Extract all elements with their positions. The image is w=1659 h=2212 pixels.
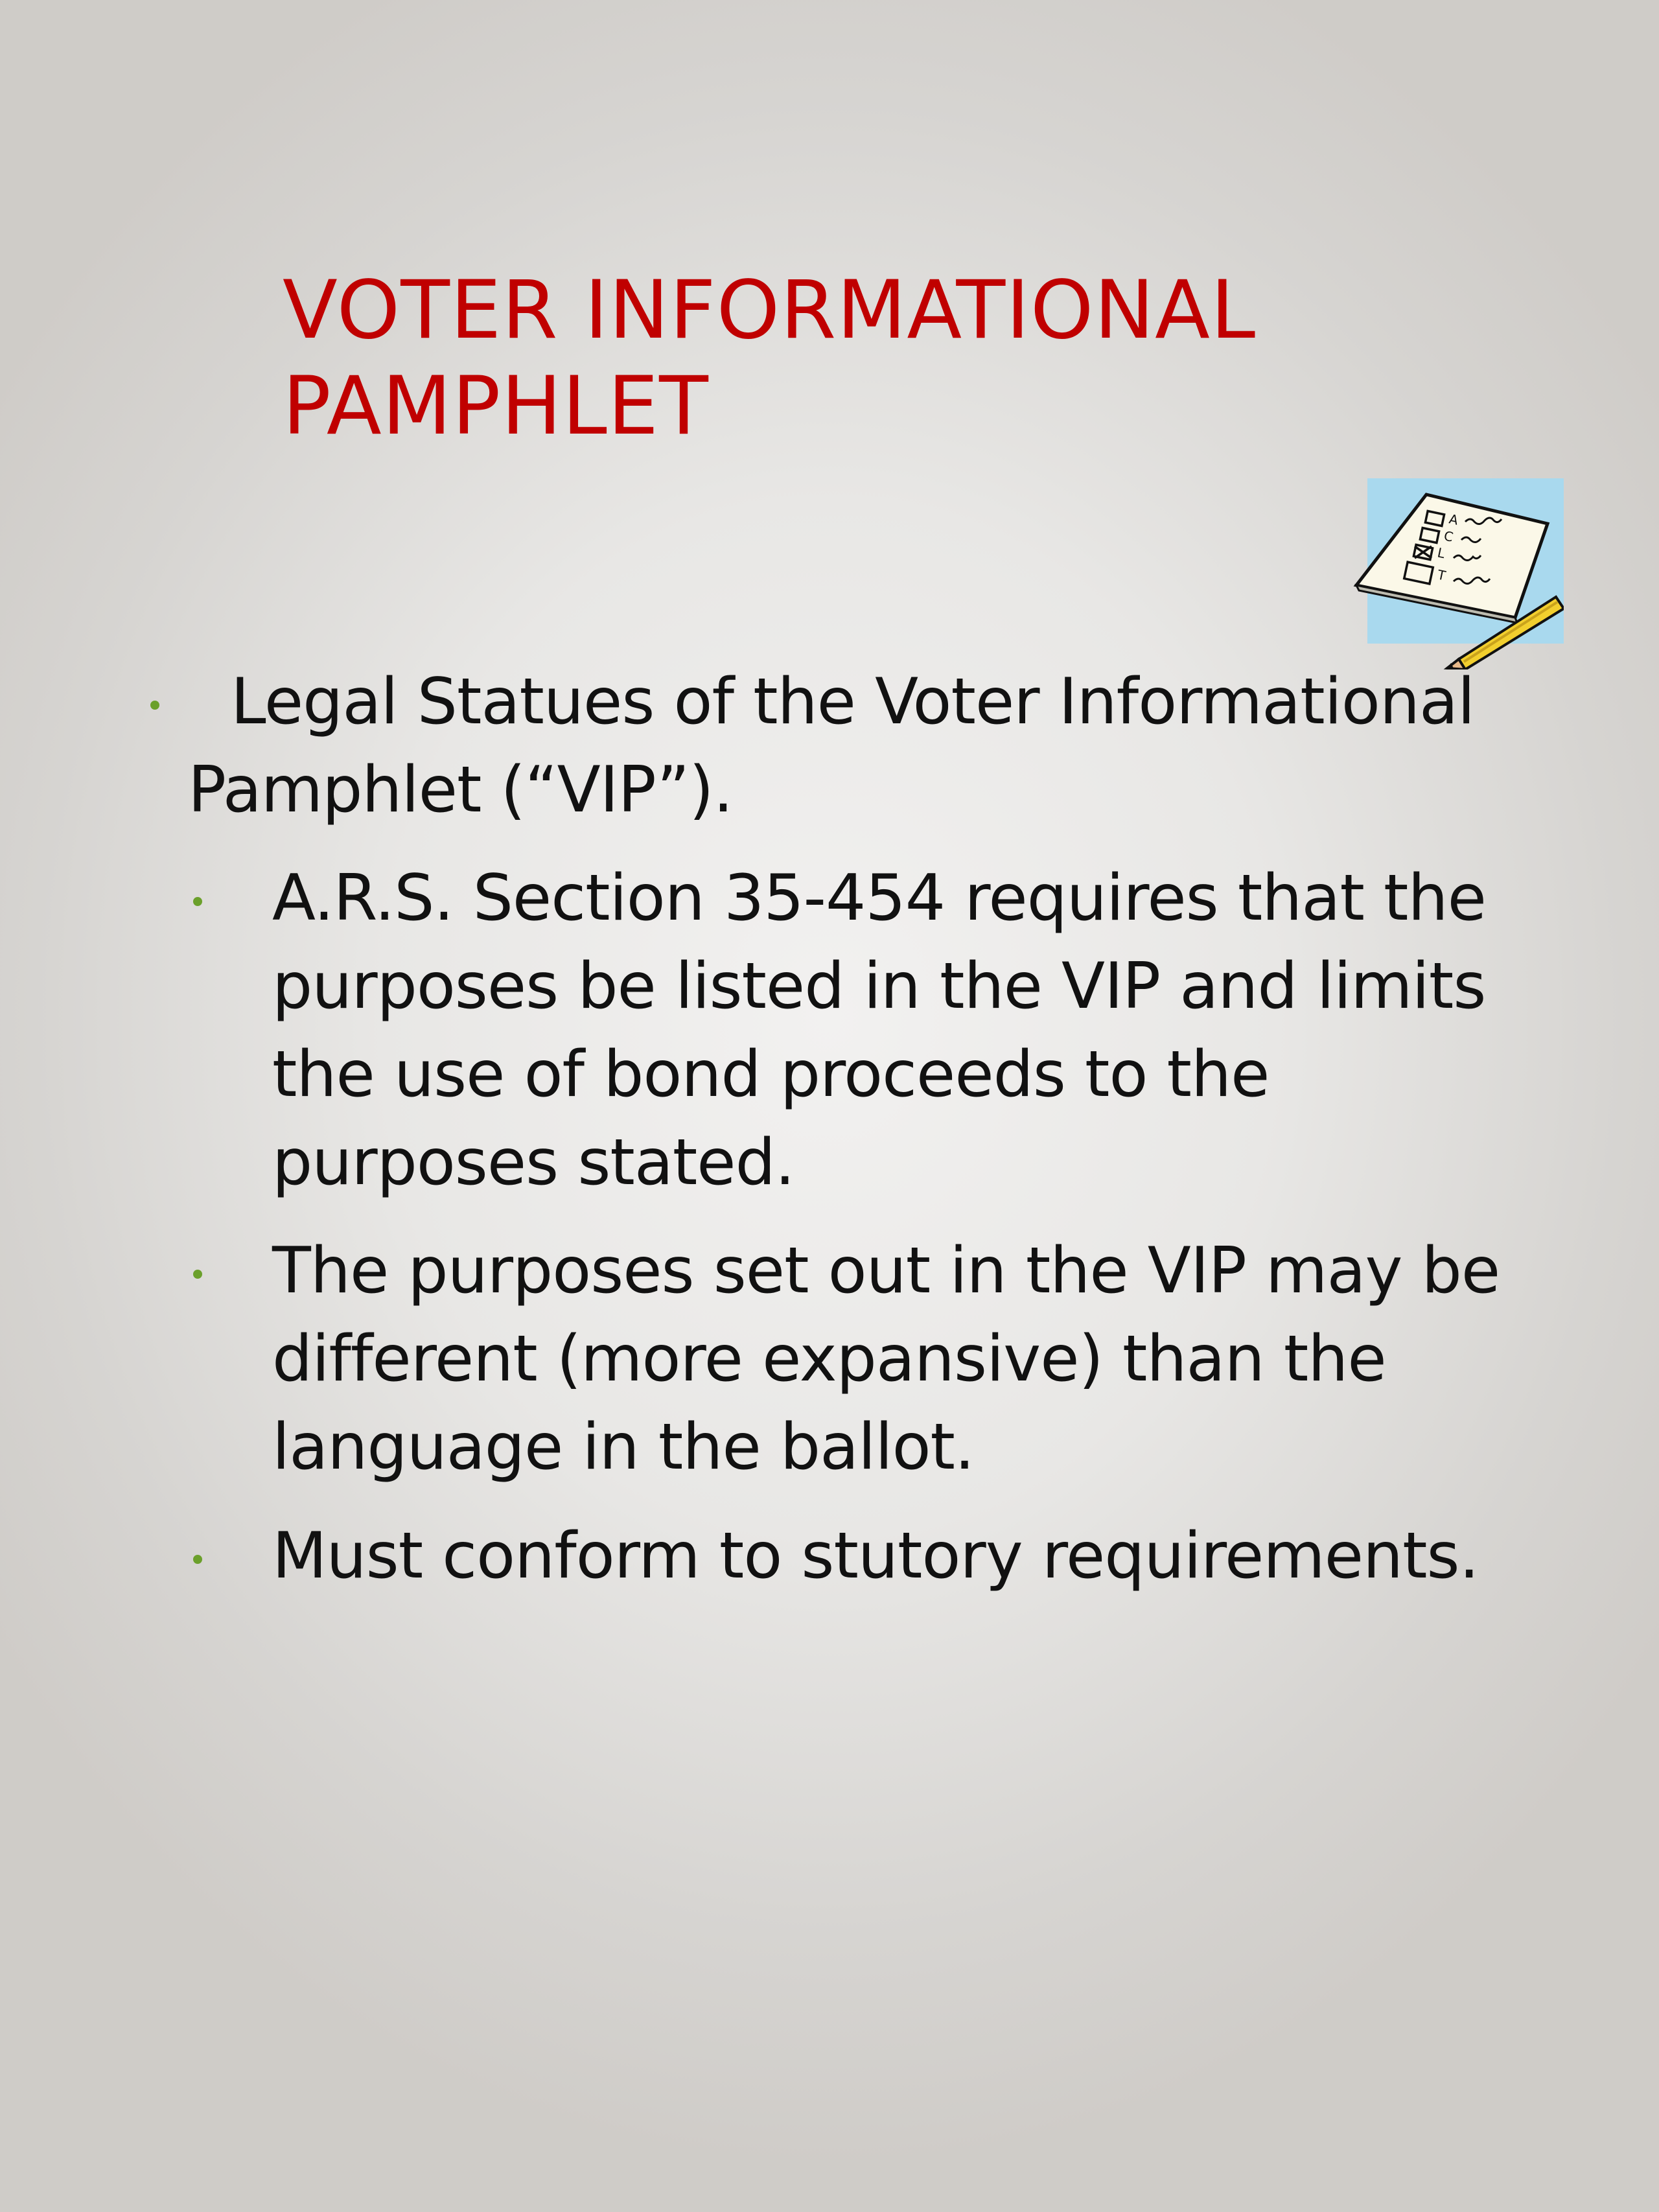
bullet-line: Pamphlet (“VIP”).	[188, 753, 733, 827]
bullet-line: Legal Statues of the Voter Informational	[231, 665, 1475, 739]
title-line-1: VOTER INFORMATIONAL	[283, 264, 1257, 357]
svg-text:T: T	[1435, 566, 1447, 584]
bullet-dot	[193, 897, 202, 906]
svg-text:C: C	[1442, 528, 1455, 545]
title-line-2: PAMPHLET	[283, 360, 709, 453]
bullet-line: Must conform to stutory requirements.	[272, 1519, 1479, 1593]
bullet-item-2	[272, 854, 1486, 1207]
ballot-checklist-icon	[1350, 475, 1564, 669]
svg-text:A: A	[1447, 511, 1460, 528]
bullet-line: The purposes set out in the VIP may be	[272, 1234, 1500, 1308]
bullet-item-4	[272, 1512, 1479, 1600]
bullet-line: different (more expansive) than the	[272, 1322, 1386, 1396]
bullet-line: purposes be listed in the VIP and limits	[272, 949, 1486, 1023]
bullet-line: the use of bond proceeds to the	[272, 1038, 1270, 1112]
slide-title	[283, 262, 1384, 454]
bullet-line: A.R.S. Section 35-454 requires that the	[272, 861, 1486, 935]
bullet-dot	[193, 1270, 202, 1279]
bullet-dot	[150, 701, 159, 710]
bullet-dot	[193, 1555, 202, 1564]
bullet-item-1	[188, 658, 1474, 834]
bullet-line: purposes stated.	[272, 1126, 795, 1200]
bullet-line: language in the ballot.	[272, 1410, 975, 1484]
svg-text:L: L	[1435, 544, 1446, 562]
bullet-item-3	[272, 1227, 1500, 1491]
